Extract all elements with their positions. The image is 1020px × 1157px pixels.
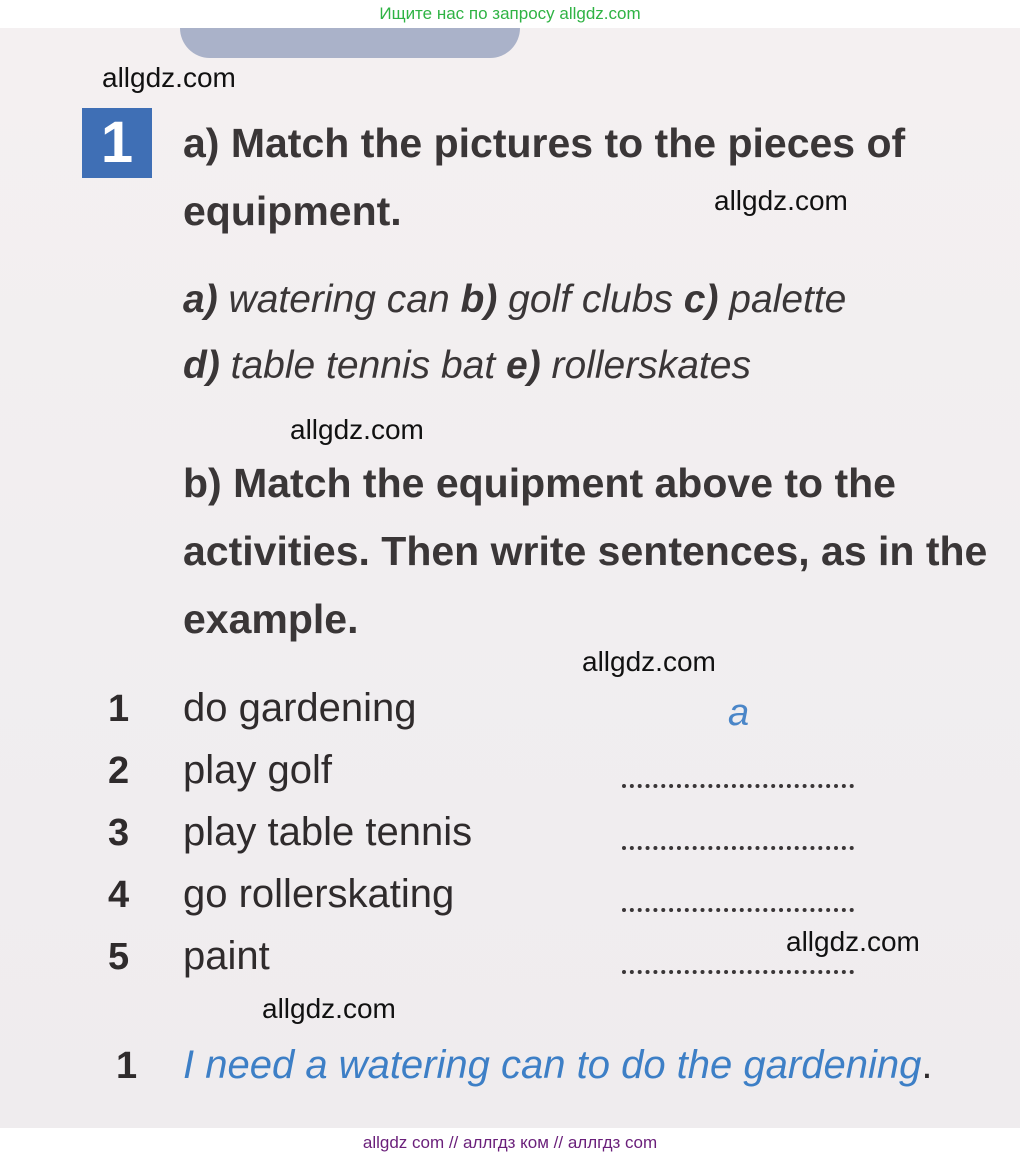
example-sentence — [183, 1043, 932, 1088]
item-number: 4 — [108, 874, 130, 916]
item-number: 3 — [108, 812, 130, 854]
example-sentence-period: . — [921, 1043, 933, 1087]
option-text: golf clubs — [497, 278, 684, 321]
option-text: watering can — [217, 278, 461, 321]
option-text: palette — [718, 278, 847, 321]
example-sentence-number: 1 — [116, 1045, 138, 1087]
answer-blank[interactable] — [622, 780, 854, 788]
item-number: 5 — [108, 936, 130, 978]
part-b-instruction-line1: b) Match the equipment above to the — [183, 460, 896, 506]
answer-blank[interactable] — [622, 966, 854, 974]
example-answer-letter: a — [728, 692, 750, 734]
options-line2 — [183, 344, 751, 388]
part-b-instruction-line2: activities. Then write sentences, as in the — [183, 528, 988, 574]
watermark: allgdz.com — [102, 62, 236, 93]
option-letter: b) — [460, 278, 498, 321]
watermark: allgdz.com — [786, 926, 920, 957]
section-header-strip — [180, 28, 520, 58]
option-letter: e) — [506, 344, 541, 387]
option-letter: c) — [683, 278, 719, 321]
watermark: allgdz.com — [262, 993, 396, 1024]
watermark: allgdz.com — [582, 646, 716, 677]
part-a-instruction-line1: a) Match the pictures to the pieces of — [183, 120, 906, 166]
part-a-instruction-line2: equipment. — [183, 188, 402, 234]
textbook-page — [0, 28, 1020, 1128]
item-text: do gardening — [183, 686, 417, 730]
item-text: go rollerskating — [183, 872, 455, 916]
item-text: play table tennis — [183, 810, 473, 854]
bottom-banner[interactable]: allgdz com // аллгдз ком // аллгдз com — [0, 1128, 1020, 1157]
item-number: 1 — [108, 688, 130, 730]
item-text: play golf — [183, 748, 332, 792]
example-sentence-text: I need a watering can to do the gardening — [183, 1043, 922, 1087]
item-number: 2 — [108, 750, 130, 792]
option-text: rollerskates — [540, 344, 751, 387]
top-banner[interactable]: Ищите нас по запросу allgdz.com — [0, 0, 1020, 28]
watermark: allgdz.com — [290, 414, 424, 445]
option-letter: d) — [183, 344, 220, 387]
part-b-instruction-line3: example. — [183, 596, 359, 642]
exercise-number-badge: 1 — [82, 108, 152, 178]
watermark: allgdz.com — [714, 185, 848, 216]
item-text: paint — [183, 934, 270, 978]
options-line1 — [183, 278, 846, 322]
option-text: table tennis bat — [219, 344, 507, 387]
answer-blank[interactable] — [622, 904, 854, 912]
answer-blank[interactable] — [622, 842, 854, 850]
option-letter: a) — [183, 278, 218, 321]
